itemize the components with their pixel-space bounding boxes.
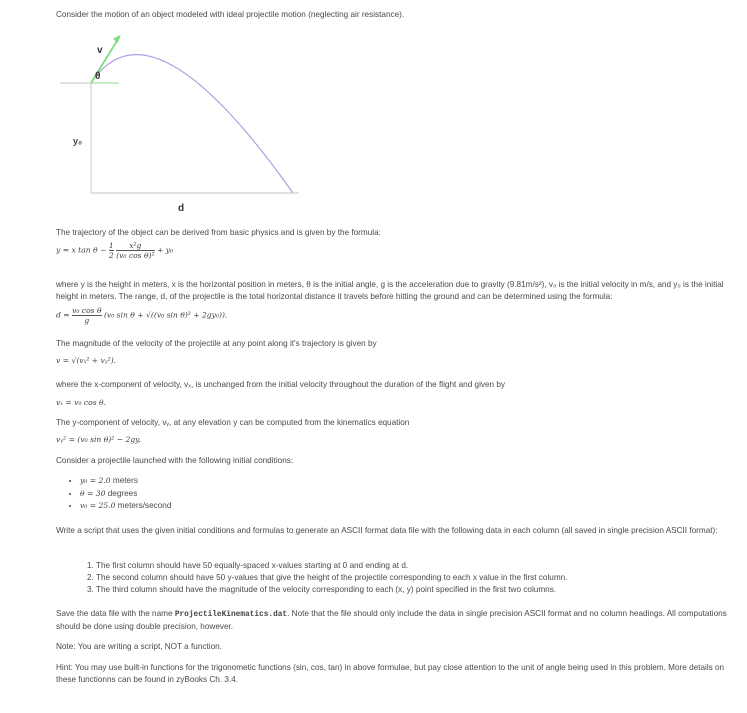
- filename: ProjectileKinematics.dat: [174, 611, 288, 619]
- column-item: 1. The first column should have 50 equally-spaced x-values starting at 0 and ending at d.: [87, 561, 409, 570]
- trajectory-curve: [91, 55, 293, 193]
- column-item: 3. The third column should have the magnitude of the velocity corresponding to each (x, y) point specified in the first two columns.: [87, 584, 557, 594]
- condition-item: • θ = 30 degrees: [80, 488, 171, 501]
- where-paragraph: where y is the height in meters, x is the horizontal position in meters, θ is the initial angle, g is the acceleration due to gravity (9.81m/s²), v₀ is the initial velocity in m/s, and y₀ is the initial height in meters. The range, d, of the projectile is the total horizontal distance it travels before hitting the ground and can be determined using the formula:: [56, 280, 724, 301]
- velocity-label: v: [97, 45, 103, 56]
- angle-label: θ: [95, 71, 101, 82]
- condition-item: • v₀ = 25.0 meters/second: [80, 500, 171, 513]
- velocity-intro: The magnitude of the velocity of the projectile at any point along it's trajectory is given by: [56, 339, 377, 348]
- formula-y-lhs: y = x tan θ −: [56, 245, 107, 255]
- intro-text: Consider the motion of an object modeled with ideal projectile motion (neglecting air resistance).: [56, 10, 405, 19]
- script-paragraph: Write a script that uses the given initial conditions and formulas to generate an ASCII format data file with the following data in each column (all saved in single precision ASCII format):: [56, 526, 718, 535]
- half-fraction: $\frac{1}{2}$: [108, 241, 114, 260]
- formula-y-rhs: + y₀: [156, 245, 174, 255]
- formula-vx: vₓ = v₀ cos θ.: [56, 398, 107, 407]
- velocity-arrowhead: [113, 35, 120, 43]
- formula-trajectory: [56, 241, 173, 260]
- main-fraction: $\frac{\text{x²g}}{\text{(v₀ cos θ)²}}$: [116, 241, 155, 260]
- conditions-intro: Consider a projectile launched with the following initial conditions:: [56, 456, 294, 465]
- trajectory-intro: The trajectory of the object can be derived from basic physics and is given by the formula:: [56, 228, 381, 237]
- projectile-figure: [55, 30, 315, 214]
- condition-item: • y₀ = 2.0 meters: [80, 475, 171, 488]
- formula-d-rhs: (v₀ sin θ + √((v₀ sin θ)² + 2gy₀)).: [103, 310, 228, 320]
- initial-height-label: y₀: [73, 136, 83, 146]
- range-label: d: [178, 203, 185, 214]
- formula-vy: vᵧ² = (v₀ sin θ)² − 2gy.: [56, 435, 141, 444]
- formula-range: [56, 306, 227, 325]
- columns-list: [56, 560, 567, 595]
- formula-d-lhs: d =: [56, 310, 70, 320]
- save-paragraph: Save the data file with the name ProjectileKinematics.dat. Note that the file should only include the data in single precision ASCII format and no column headings. All computations should be done using double precision, however.: [56, 609, 727, 631]
- note-text: Note: You are writing a script, NOT a function.: [56, 642, 222, 651]
- conditions-list: [56, 475, 171, 513]
- hint-paragraph: Hint: You may use built-in functions for the trigonometic functions (sin, cos, tan) in above formulae, but pay close attention to the unit of angle being used in this problem. More details on these functionns can be found in zyBooks Ch. 3.4.: [56, 663, 725, 684]
- range-fraction: $\frac{\text{v₀ cos θ}}{g}$: [72, 306, 102, 325]
- vy-paragraph: The y-component of velocity, vᵧ, at any elevation y can be computed from the kinematics equation: [56, 418, 410, 427]
- column-item: 2. The second column should have 50 y-values that give the height of the projectile corresponding to each x value in the first column.: [87, 572, 568, 582]
- formula-velocity: v = √(vₓ² + vᵧ²).: [56, 356, 117, 365]
- vx-paragraph: where the x-component of velocity, vₓ, is unchanged from the initial velocity throughout the duration of the flight and given by: [56, 380, 506, 389]
